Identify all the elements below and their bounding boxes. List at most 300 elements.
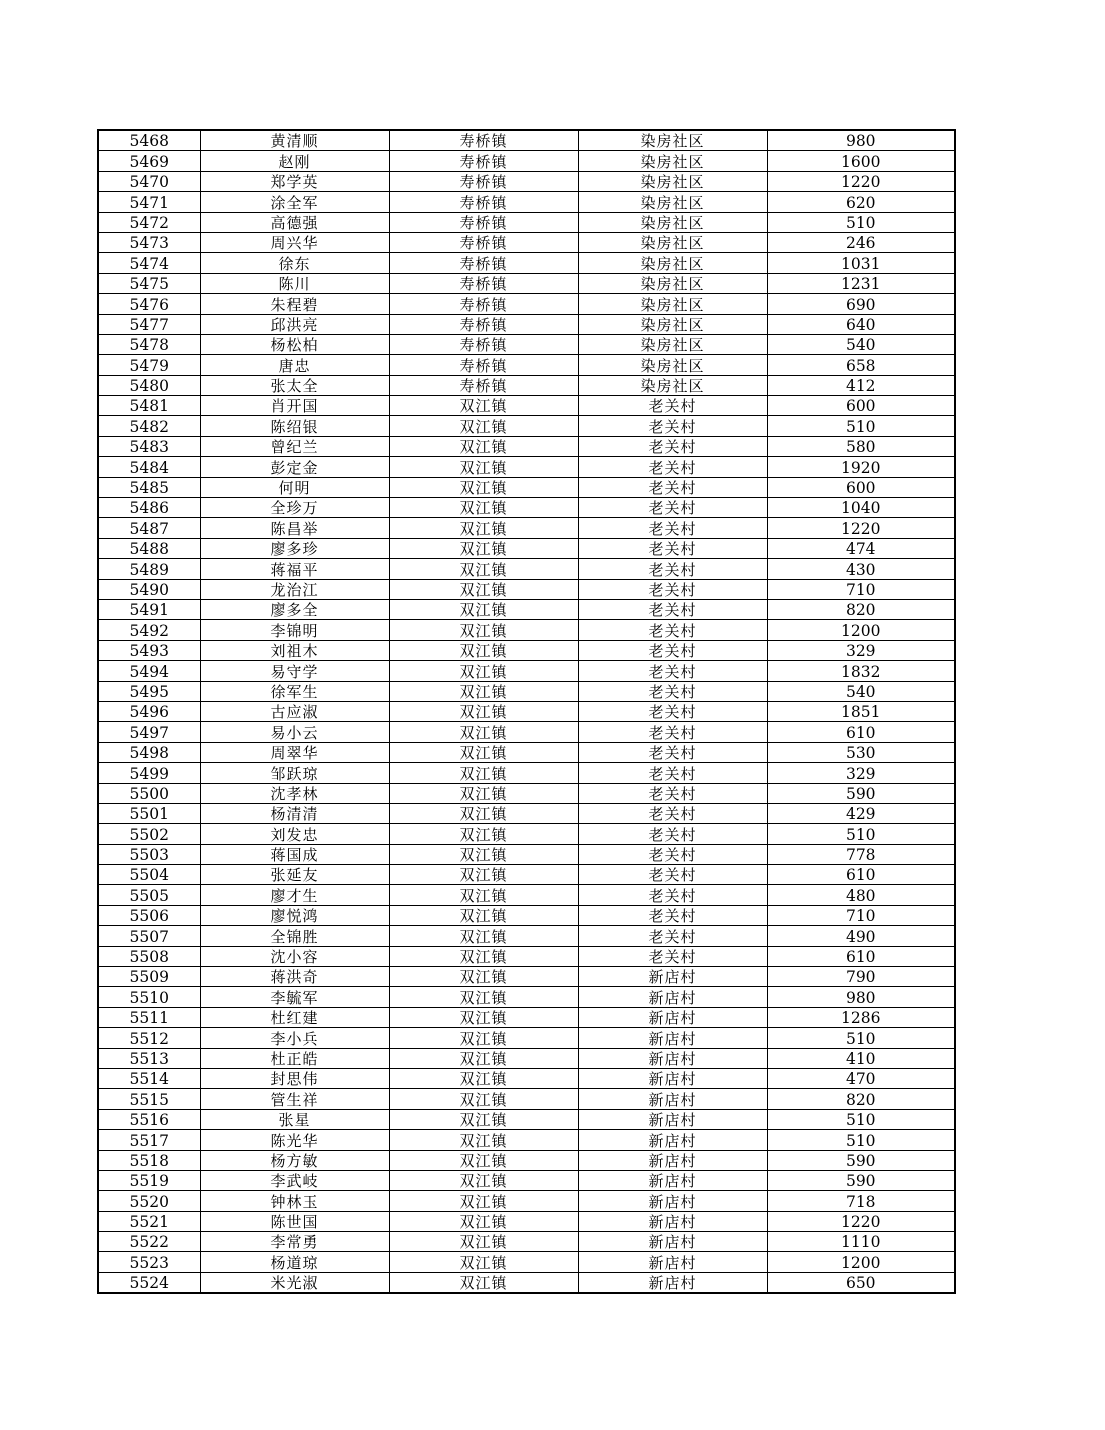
table-row <box>98 253 955 273</box>
name-cell: 刘祖木 <box>200 640 389 660</box>
village-cell: 染房社区 <box>578 212 767 232</box>
town-cell: 寿桥镇 <box>389 171 578 191</box>
name-cell: 郑学英 <box>200 171 389 191</box>
village-cell: 染房社区 <box>578 273 767 293</box>
amount-cell: 1832 <box>767 661 955 681</box>
name-cell: 龙治江 <box>200 579 389 599</box>
name-cell: 张太全 <box>200 375 389 395</box>
name-cell: 李武岐 <box>200 1170 389 1190</box>
table-row <box>98 1028 955 1048</box>
amount-cell: 600 <box>767 477 955 497</box>
amount-cell: 540 <box>767 334 955 354</box>
village-cell: 老关村 <box>578 742 767 762</box>
village-cell: 新店村 <box>578 1068 767 1088</box>
row-number-cell: 5490 <box>98 579 200 599</box>
amount-cell: 710 <box>767 579 955 599</box>
town-cell: 双江镇 <box>389 640 578 660</box>
village-cell: 染房社区 <box>578 294 767 314</box>
table-row <box>98 130 955 151</box>
table-row <box>98 783 955 803</box>
row-number-cell: 5508 <box>98 946 200 966</box>
table-row <box>98 620 955 640</box>
name-cell: 杜红建 <box>200 1007 389 1027</box>
table-row <box>98 1211 955 1231</box>
row-number-cell: 5495 <box>98 681 200 701</box>
village-cell: 老关村 <box>578 783 767 803</box>
town-cell: 双江镇 <box>389 987 578 1007</box>
town-cell: 双江镇 <box>389 518 578 538</box>
town-cell: 双江镇 <box>389 722 578 742</box>
row-number-cell: 5509 <box>98 967 200 987</box>
name-cell: 蒋国成 <box>200 844 389 864</box>
town-cell: 双江镇 <box>389 661 578 681</box>
table-row <box>98 1068 955 1088</box>
amount-cell: 1220 <box>767 1211 955 1231</box>
village-cell: 染房社区 <box>578 334 767 354</box>
town-cell: 双江镇 <box>389 763 578 783</box>
roster-table <box>97 129 956 1294</box>
town-cell: 双江镇 <box>389 396 578 416</box>
village-cell: 老关村 <box>578 457 767 477</box>
name-cell: 唐忠 <box>200 355 389 375</box>
table-row <box>98 477 955 497</box>
table-row <box>98 1232 955 1252</box>
name-cell: 李锦明 <box>200 620 389 640</box>
village-cell: 新店村 <box>578 1089 767 1109</box>
village-cell: 新店村 <box>578 1211 767 1231</box>
row-number-cell: 5519 <box>98 1170 200 1190</box>
row-number-cell: 5521 <box>98 1211 200 1231</box>
name-cell: 刘发忠 <box>200 824 389 844</box>
table-row <box>98 579 955 599</box>
name-cell: 赵刚 <box>200 151 389 171</box>
village-cell: 老关村 <box>578 396 767 416</box>
village-cell: 老关村 <box>578 946 767 966</box>
town-cell: 双江镇 <box>389 477 578 497</box>
village-cell: 老关村 <box>578 579 767 599</box>
name-cell: 张星 <box>200 1109 389 1129</box>
town-cell: 双江镇 <box>389 1150 578 1170</box>
name-cell: 陈绍银 <box>200 416 389 436</box>
row-number-cell: 5502 <box>98 824 200 844</box>
amount-cell: 329 <box>767 763 955 783</box>
table-row <box>98 824 955 844</box>
amount-cell: 329 <box>767 640 955 660</box>
name-cell: 肖开国 <box>200 396 389 416</box>
amount-cell: 1031 <box>767 253 955 273</box>
town-cell: 双江镇 <box>389 681 578 701</box>
town-cell: 双江镇 <box>389 783 578 803</box>
town-cell: 双江镇 <box>389 498 578 518</box>
town-cell: 双江镇 <box>389 1068 578 1088</box>
name-cell: 米光淑 <box>200 1272 389 1293</box>
name-cell: 李毓军 <box>200 987 389 1007</box>
town-cell: 寿桥镇 <box>389 314 578 334</box>
table-row <box>98 1272 955 1293</box>
name-cell: 沈孝林 <box>200 783 389 803</box>
town-cell: 寿桥镇 <box>389 334 578 354</box>
amount-cell: 510 <box>767 824 955 844</box>
name-cell: 杜正皓 <box>200 1048 389 1068</box>
village-cell: 老关村 <box>578 416 767 436</box>
village-cell: 新店村 <box>578 1150 767 1170</box>
table-row <box>98 946 955 966</box>
amount-cell: 580 <box>767 436 955 456</box>
village-cell: 新店村 <box>578 1191 767 1211</box>
row-number-cell: 5499 <box>98 763 200 783</box>
village-cell: 老关村 <box>578 763 767 783</box>
town-cell: 双江镇 <box>389 885 578 905</box>
amount-cell: 590 <box>767 1170 955 1190</box>
table-row <box>98 1252 955 1272</box>
name-cell: 全锦胜 <box>200 926 389 946</box>
amount-cell: 474 <box>767 538 955 558</box>
row-number-cell: 5475 <box>98 273 200 293</box>
table-row <box>98 763 955 783</box>
name-cell: 廖才生 <box>200 885 389 905</box>
row-number-cell: 5520 <box>98 1191 200 1211</box>
name-cell: 易守学 <box>200 661 389 681</box>
name-cell: 李小兵 <box>200 1028 389 1048</box>
table-row <box>98 457 955 477</box>
table-row <box>98 865 955 885</box>
village-cell: 染房社区 <box>578 355 767 375</box>
name-cell: 周兴华 <box>200 232 389 252</box>
table-row <box>98 171 955 191</box>
amount-cell: 590 <box>767 783 955 803</box>
table-row <box>98 416 955 436</box>
row-number-cell: 5470 <box>98 171 200 191</box>
town-cell: 双江镇 <box>389 946 578 966</box>
row-number-cell: 5489 <box>98 559 200 579</box>
town-cell: 双江镇 <box>389 1089 578 1109</box>
amount-cell: 1200 <box>767 620 955 640</box>
amount-cell: 820 <box>767 599 955 619</box>
name-cell: 彭定金 <box>200 457 389 477</box>
amount-cell: 410 <box>767 1048 955 1068</box>
row-number-cell: 5523 <box>98 1252 200 1272</box>
name-cell: 朱程碧 <box>200 294 389 314</box>
village-cell: 新店村 <box>578 1130 767 1150</box>
amount-cell: 430 <box>767 559 955 579</box>
table-row <box>98 1150 955 1170</box>
amount-cell: 1286 <box>767 1007 955 1027</box>
village-cell: 染房社区 <box>578 171 767 191</box>
row-number-cell: 5478 <box>98 334 200 354</box>
village-cell: 染房社区 <box>578 375 767 395</box>
town-cell: 双江镇 <box>389 579 578 599</box>
table-row <box>98 885 955 905</box>
name-cell: 钟林玉 <box>200 1191 389 1211</box>
table-row <box>98 498 955 518</box>
amount-cell: 610 <box>767 865 955 885</box>
amount-cell: 510 <box>767 212 955 232</box>
table-row <box>98 661 955 681</box>
town-cell: 双江镇 <box>389 416 578 436</box>
town-cell: 双江镇 <box>389 1007 578 1027</box>
row-number-cell: 5497 <box>98 722 200 742</box>
row-number-cell: 5479 <box>98 355 200 375</box>
table-row <box>98 681 955 701</box>
amount-cell: 710 <box>767 905 955 925</box>
row-number-cell: 5471 <box>98 192 200 212</box>
table-row <box>98 987 955 1007</box>
row-number-cell: 5472 <box>98 212 200 232</box>
village-cell: 老关村 <box>578 844 767 864</box>
village-cell: 染房社区 <box>578 192 767 212</box>
town-cell: 寿桥镇 <box>389 192 578 212</box>
row-number-cell: 5494 <box>98 661 200 681</box>
amount-cell: 246 <box>767 232 955 252</box>
town-cell: 双江镇 <box>389 1232 578 1252</box>
village-cell: 新店村 <box>578 1007 767 1027</box>
amount-cell: 620 <box>767 192 955 212</box>
amount-cell: 1200 <box>767 1252 955 1272</box>
name-cell: 古应淑 <box>200 701 389 721</box>
amount-cell: 718 <box>767 1191 955 1211</box>
village-cell: 新店村 <box>578 1028 767 1048</box>
table-row <box>98 926 955 946</box>
village-cell: 老关村 <box>578 905 767 925</box>
table-row <box>98 1089 955 1109</box>
table-row <box>98 151 955 171</box>
table-row <box>98 538 955 558</box>
village-cell: 老关村 <box>578 661 767 681</box>
amount-cell: 510 <box>767 1109 955 1129</box>
row-number-cell: 5473 <box>98 232 200 252</box>
row-number-cell: 5503 <box>98 844 200 864</box>
town-cell: 寿桥镇 <box>389 253 578 273</box>
table-row <box>98 334 955 354</box>
amount-cell: 510 <box>767 1028 955 1048</box>
row-number-cell: 5504 <box>98 865 200 885</box>
town-cell: 双江镇 <box>389 701 578 721</box>
village-cell: 染房社区 <box>578 130 767 151</box>
name-cell: 何明 <box>200 477 389 497</box>
village-cell: 新店村 <box>578 1232 767 1252</box>
village-cell: 老关村 <box>578 722 767 742</box>
table-row <box>98 701 955 721</box>
village-cell: 新店村 <box>578 1048 767 1068</box>
table-row <box>98 192 955 212</box>
row-number-cell: 5506 <box>98 905 200 925</box>
amount-cell: 1600 <box>767 151 955 171</box>
amount-cell: 650 <box>767 1272 955 1293</box>
amount-cell: 1231 <box>767 273 955 293</box>
village-cell: 新店村 <box>578 987 767 1007</box>
name-cell: 全珍万 <box>200 498 389 518</box>
name-cell: 徐军生 <box>200 681 389 701</box>
table-row <box>98 640 955 660</box>
amount-cell: 470 <box>767 1068 955 1088</box>
name-cell: 邹跃琼 <box>200 763 389 783</box>
amount-cell: 1920 <box>767 457 955 477</box>
village-cell: 老关村 <box>578 803 767 823</box>
town-cell: 双江镇 <box>389 1272 578 1293</box>
name-cell: 张延友 <box>200 865 389 885</box>
table-row <box>98 212 955 232</box>
village-cell: 老关村 <box>578 926 767 946</box>
amount-cell: 778 <box>767 844 955 864</box>
village-cell: 染房社区 <box>578 232 767 252</box>
amount-cell: 980 <box>767 130 955 151</box>
town-cell: 双江镇 <box>389 1048 578 1068</box>
row-number-cell: 5501 <box>98 803 200 823</box>
town-cell: 双江镇 <box>389 457 578 477</box>
village-cell: 老关村 <box>578 559 767 579</box>
village-cell: 染房社区 <box>578 314 767 334</box>
village-cell: 新店村 <box>578 1252 767 1272</box>
name-cell: 李常勇 <box>200 1232 389 1252</box>
table-row <box>98 844 955 864</box>
village-cell: 老关村 <box>578 640 767 660</box>
name-cell: 陈昌举 <box>200 518 389 538</box>
town-cell: 双江镇 <box>389 926 578 946</box>
table-row <box>98 232 955 252</box>
village-cell: 老关村 <box>578 885 767 905</box>
village-cell: 老关村 <box>578 538 767 558</box>
name-cell: 杨道琼 <box>200 1252 389 1272</box>
row-number-cell: 5511 <box>98 1007 200 1027</box>
village-cell: 新店村 <box>578 967 767 987</box>
table-row <box>98 599 955 619</box>
amount-cell: 658 <box>767 355 955 375</box>
table-row <box>98 722 955 742</box>
row-number-cell: 5513 <box>98 1048 200 1068</box>
row-number-cell: 5507 <box>98 926 200 946</box>
row-number-cell: 5491 <box>98 599 200 619</box>
name-cell: 管生祥 <box>200 1089 389 1109</box>
town-cell: 双江镇 <box>389 844 578 864</box>
town-cell: 双江镇 <box>389 559 578 579</box>
name-cell: 黄清顺 <box>200 130 389 151</box>
table-row <box>98 355 955 375</box>
table-row <box>98 314 955 334</box>
amount-cell: 1220 <box>767 171 955 191</box>
amount-cell: 429 <box>767 803 955 823</box>
village-cell: 老关村 <box>578 701 767 721</box>
amount-cell: 480 <box>767 885 955 905</box>
name-cell: 杨松柏 <box>200 334 389 354</box>
row-number-cell: 5474 <box>98 253 200 273</box>
town-cell: 寿桥镇 <box>389 294 578 314</box>
table-row <box>98 1109 955 1129</box>
town-cell: 双江镇 <box>389 967 578 987</box>
amount-cell: 790 <box>767 967 955 987</box>
table-row <box>98 559 955 579</box>
row-number-cell: 5482 <box>98 416 200 436</box>
amount-cell: 490 <box>767 926 955 946</box>
name-cell: 高德强 <box>200 212 389 232</box>
row-number-cell: 5484 <box>98 457 200 477</box>
amount-cell: 1220 <box>767 518 955 538</box>
row-number-cell: 5524 <box>98 1272 200 1293</box>
roster-table-body <box>98 130 955 1293</box>
name-cell: 蒋洪奇 <box>200 967 389 987</box>
town-cell: 寿桥镇 <box>389 151 578 171</box>
row-number-cell: 5517 <box>98 1130 200 1150</box>
name-cell: 徐东 <box>200 253 389 273</box>
town-cell: 双江镇 <box>389 1252 578 1272</box>
town-cell: 双江镇 <box>389 599 578 619</box>
town-cell: 寿桥镇 <box>389 375 578 395</box>
amount-cell: 980 <box>767 987 955 1007</box>
town-cell: 双江镇 <box>389 436 578 456</box>
name-cell: 邱洪亮 <box>200 314 389 334</box>
table-row <box>98 1130 955 1150</box>
amount-cell: 610 <box>767 946 955 966</box>
row-number-cell: 5496 <box>98 701 200 721</box>
name-cell: 沈小容 <box>200 946 389 966</box>
village-cell: 新店村 <box>578 1272 767 1293</box>
name-cell: 封思伟 <box>200 1068 389 1088</box>
village-cell: 染房社区 <box>578 253 767 273</box>
amount-cell: 510 <box>767 1130 955 1150</box>
amount-cell: 412 <box>767 375 955 395</box>
table-row <box>98 518 955 538</box>
row-number-cell: 5487 <box>98 518 200 538</box>
town-cell: 双江镇 <box>389 1191 578 1211</box>
village-cell: 老关村 <box>578 865 767 885</box>
town-cell: 双江镇 <box>389 1211 578 1231</box>
town-cell: 双江镇 <box>389 742 578 762</box>
village-cell: 老关村 <box>578 518 767 538</box>
table-row <box>98 396 955 416</box>
village-cell: 老关村 <box>578 681 767 701</box>
row-number-cell: 5477 <box>98 314 200 334</box>
name-cell: 陈世国 <box>200 1211 389 1231</box>
village-cell: 老关村 <box>578 436 767 456</box>
amount-cell: 1040 <box>767 498 955 518</box>
town-cell: 双江镇 <box>389 1130 578 1150</box>
name-cell: 廖多全 <box>200 599 389 619</box>
row-number-cell: 5493 <box>98 640 200 660</box>
table-row <box>98 967 955 987</box>
name-cell: 廖悦鸿 <box>200 905 389 925</box>
table-row <box>98 294 955 314</box>
table-row <box>98 1170 955 1190</box>
amount-cell: 1851 <box>767 701 955 721</box>
town-cell: 双江镇 <box>389 620 578 640</box>
amount-cell: 590 <box>767 1150 955 1170</box>
amount-cell: 640 <box>767 314 955 334</box>
town-cell: 寿桥镇 <box>389 273 578 293</box>
row-number-cell: 5512 <box>98 1028 200 1048</box>
row-number-cell: 5514 <box>98 1068 200 1088</box>
row-number-cell: 5510 <box>98 987 200 1007</box>
row-number-cell: 5505 <box>98 885 200 905</box>
row-number-cell: 5485 <box>98 477 200 497</box>
name-cell: 廖多珍 <box>200 538 389 558</box>
town-cell: 双江镇 <box>389 865 578 885</box>
amount-cell: 510 <box>767 416 955 436</box>
row-number-cell: 5515 <box>98 1089 200 1109</box>
town-cell: 双江镇 <box>389 538 578 558</box>
table-row <box>98 905 955 925</box>
name-cell: 杨方敏 <box>200 1150 389 1170</box>
town-cell: 双江镇 <box>389 1028 578 1048</box>
amount-cell: 600 <box>767 396 955 416</box>
row-number-cell: 5522 <box>98 1232 200 1252</box>
town-cell: 寿桥镇 <box>389 212 578 232</box>
row-number-cell: 5469 <box>98 151 200 171</box>
name-cell: 易小云 <box>200 722 389 742</box>
table-row <box>98 375 955 395</box>
table-row <box>98 803 955 823</box>
name-cell: 曾纪兰 <box>200 436 389 456</box>
village-cell: 染房社区 <box>578 151 767 171</box>
name-cell: 陈川 <box>200 273 389 293</box>
